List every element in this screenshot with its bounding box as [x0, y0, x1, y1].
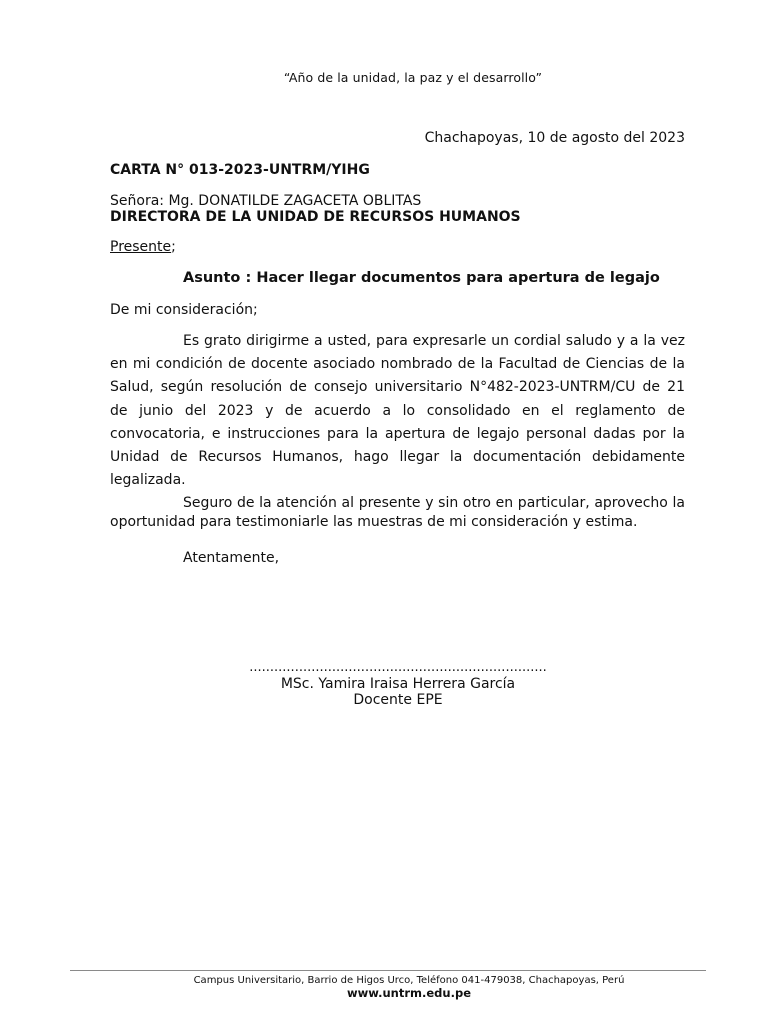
subject-text: : Hacer llegar documentos para apertura de legajo [245, 270, 660, 286]
signature-line: ........................................................................ [249, 660, 547, 675]
recipient-block [110, 193, 521, 225]
body-paragraph-2: Seguro de la atención al presente y sin otro en particular, aprovecho la oportunidad para testimoniarle las muestras de mi consideración y estima. [110, 495, 685, 530]
signatory-title: Docente EPE [353, 692, 443, 708]
signature-block [0, 660, 768, 708]
letter-date: Chachapoyas, 10 de agosto del 2023 [424, 130, 685, 146]
year-motto: “Año de la unidad, la paz y el desarrollo” [283, 70, 543, 85]
closing: Atentamente, [183, 550, 280, 566]
recipient-name: Señora: Mg. DONATILDE ZAGACETA OBLITAS [110, 193, 422, 209]
presente-line [110, 239, 176, 255]
footer-website: www.untrm.edu.pe [346, 986, 472, 1000]
letter-reference: CARTA N° 013-2023-UNTRM/YIHG [110, 162, 370, 178]
footer-address: Campus Universitario, Barrio de Higos Urco, Teléfono 041-479038, Chachapoyas, Perú [193, 975, 625, 986]
subject-label: Asunto [183, 270, 241, 286]
presente-punct: ; [171, 239, 176, 255]
footer-divider [70, 970, 706, 971]
greeting: De mi consideración; [110, 302, 258, 318]
signatory-name: MSc. Yamira Iraisa Herrera García [280, 676, 516, 692]
subject-line [183, 270, 660, 286]
recipient-role: DIRECTORA DE LA UNIDAD DE RECURSOS HUMANOS [110, 209, 521, 225]
presente-word: Presente [110, 239, 172, 255]
body-paragraph-1: Es grato dirigirme a usted, para expresarle un cordial saludo y a la vez en mi condición de docente asociado nombrado de la Facultad de Ciencias de la Salud, según resolución de consejo universitario N°482-2023-UNTRM/CU de 21 de junio del 2023 y de acuerdo a lo consolidado en el reglamento de convocatoria, e instrucciones para la apertura de legajo personal dadas por la Unidad de Recursos Humanos, hago llegar la documentación debidamente legalizada. [110, 333, 685, 489]
